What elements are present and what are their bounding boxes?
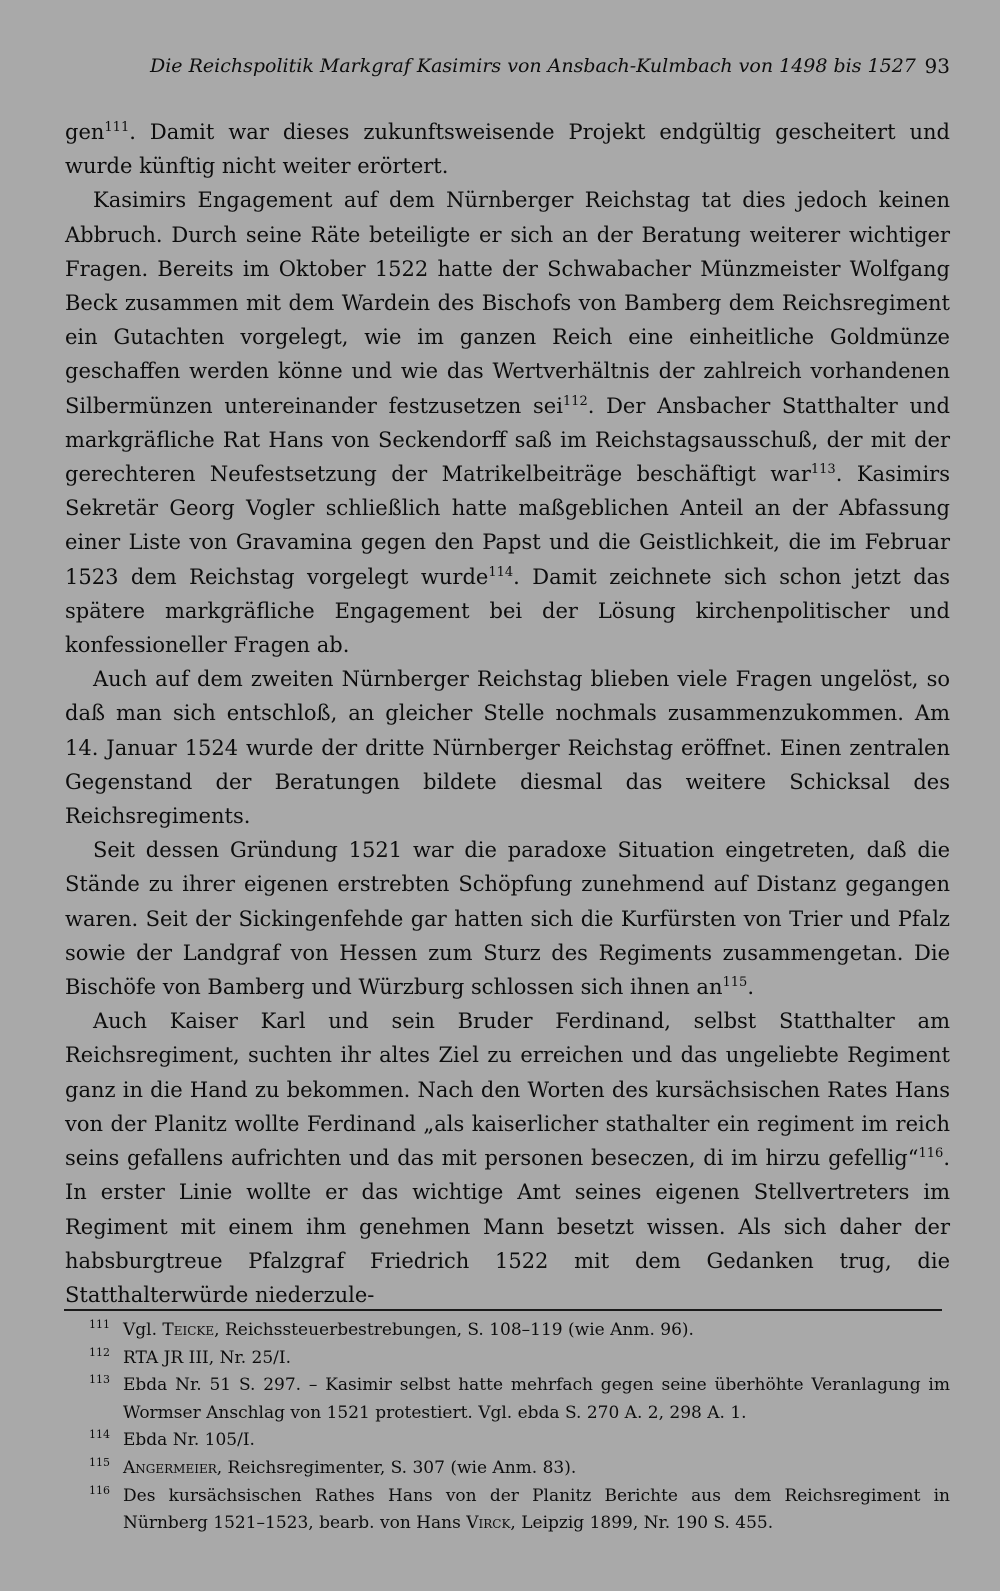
- footnote: [65, 1483, 950, 1538]
- author-name: Virck: [466, 1513, 511, 1534]
- footnote-number: 114: [89, 1428, 110, 1442]
- footnote-reference: 116: [918, 1146, 944, 1162]
- text-run: . Kasimirs Sekretär Georg Vogler schließlich hatte maßgeblichen Anteil an der Abfassung einer Liste von Gravamina gegen den Papst und die Geistlichkeit, die im Februar 1523 dem Reichstag vorgelegt wurde: [65, 462, 950, 589]
- running-title: Die Reichspolitik Markgraf Kasimirs von Ansbach-Kulmbach von 1498 bis 1527: [150, 55, 916, 77]
- paragraph: [65, 183, 950, 662]
- footnote-reference: 114: [488, 564, 514, 580]
- text-run: . In erster Linie wollte er das wichtige Amt seines eigenen Stellvertreters im Regiment mit einem ihm genehmen Mann besetzt wissen. Als sich daher der habsburgtreue Pfalzgraf Friedrich 1522 mit dem Gedanken trug, die Statthalterwürde niederzule-: [65, 1146, 950, 1307]
- text-run: .: [747, 975, 754, 1000]
- paragraph: [65, 833, 950, 1004]
- text-run: Des kursächsischen Rathes Hans von der Planitz Berichte aus dem Reichsregiment in Nürnberg 1521–1523, bearb. von Hans: [123, 1485, 950, 1534]
- text-run: RTA JR III, Nr. 25/I.: [123, 1347, 291, 1368]
- text-run: Ebda Nr. 105/I.: [123, 1430, 255, 1451]
- footnote-number: 112: [89, 1345, 110, 1359]
- footnote-reference: 112: [562, 393, 588, 409]
- footnote: [65, 1455, 950, 1483]
- footnote-rule: [64, 1309, 942, 1311]
- text-run: , Leipzig 1899, Nr. 190 S. 455.: [510, 1513, 774, 1534]
- paragraph: [65, 115, 950, 183]
- text-run: gen: [65, 120, 105, 144]
- author-name: Angermeier: [123, 1457, 217, 1478]
- footnote-reference: 111: [104, 120, 130, 135]
- footnotes: [65, 1317, 950, 1538]
- text-run: Vgl.: [123, 1320, 163, 1340]
- footnote-number: 111: [89, 1318, 110, 1331]
- main-text: [65, 115, 950, 1312]
- footnote: [65, 1317, 950, 1345]
- text-run: Ebda Nr. 51 S. 297. – Kasimir selbst hatte mehrfach gegen seine überhöhte Veranlagung im Wormser Anschlag von 1521 protestiert. Vgl. ebda S. 270 A. 2, 298 A. 1.: [123, 1375, 950, 1423]
- text-run: , Reichsregimenter, S. 307 (wie Anm. 83).: [216, 1457, 577, 1478]
- text-run: . Der Ansbacher Statthalter und markgräfliche Rat Hans von Seckendorff saß im Reichstagsausschuß, der mit der gerechteren Neufestsetzung der Matrikelbeiträge beschäftigt war: [65, 393, 950, 487]
- text-run: . Damit war dieses zukunftsweisende Projekt endgültig gescheitert und wurde künftig nicht weiter erörtert.: [65, 120, 950, 179]
- paragraph: [65, 1004, 950, 1312]
- footnote-number: 115: [89, 1455, 110, 1469]
- running-header: [150, 49, 950, 83]
- text-run: . Damit zeichnete sich schon jetzt das spätere markgräfliche Engagement bei der Lösung kirchenpolitischer und konfessioneller Fragen ab.: [65, 564, 950, 658]
- footnote-reference: 115: [722, 975, 748, 991]
- paragraph: [65, 662, 950, 833]
- footnote-reference: 113: [810, 462, 836, 478]
- footnote: [65, 1427, 950, 1455]
- text-run: Auch Kaiser Karl und sein Bruder Ferdinand, selbst Statthalter am Reichsregiment, suchten ihr altes Ziel zu erreichen und das ungeliebte Regiment ganz in die Hand zu bekommen. Nach den Worten des kursächsischen Rates Hans von der Planitz wollte Ferdinand „als kaiserlicher stathalter ein regiment im reich seins gefallens aufrichten und das mit personen beseczen, di im hirzu gefellig“: [65, 1009, 950, 1171]
- page-number: 93: [924, 54, 950, 78]
- footnote: [65, 1345, 950, 1373]
- text-run: Kasimirs Engagement auf dem Nürnberger Reichstag tat dies jedoch keinen Abbruch. Durch seine Räte beteiligte er sich an der Beratung weiterer wichtiger Fragen. Bereits im Oktober 1522 hatte der Schwabacher Münzmeister Wolfgang Beck zusammen mit dem Wardein des Bischofs von Bamberg dem Reichsregiment ein Gutachten vorgelegt, wie im ganzen Reich eine einheitliche Goldmünze geschaffen werden könne und wie das Wertverhältnis der zahlreich vorhandenen Silbermünzen untereinander festzusetzen sei: [65, 188, 950, 418]
- text-run: , Reichssteuerbestrebungen, S. 108–119 (wie Anm. 96).: [214, 1320, 694, 1340]
- text-run: Auch auf dem zweiten Nürnberger Reichstag blieben viele Fragen ungelöst, so daß man sich entschloß, an gleicher Stelle nochmals zusammenzukommen. Am 14. Januar 1524 wurde der dritte Nürnberger Reichstag eröffnet. Einen zentralen Gegenstand der Beratungen bildete diesmal das weitere Schicksal des Reichsregiments.: [65, 667, 950, 829]
- text-run: Seit dessen Gründung 1521 war die paradoxe Situation eingetreten, daß die Stände zu ihrer eigenen erstrebten Schöpfung zunehmend auf Distanz gegangen waren. Seit der Sickingenfehde gar hatten sich die Kurfürsten von Trier und Pfalz sowie der Landgraf von Hessen zum Sturz des Regiments zusammengetan. Die Bischöfe von Bamberg und Würzburg schlossen sich ihnen an: [65, 838, 950, 1000]
- footnote-number: 116: [89, 1483, 110, 1497]
- author-name: Teicke: [162, 1320, 215, 1340]
- footnote-number: 113: [89, 1373, 110, 1387]
- footnote: [65, 1372, 950, 1427]
